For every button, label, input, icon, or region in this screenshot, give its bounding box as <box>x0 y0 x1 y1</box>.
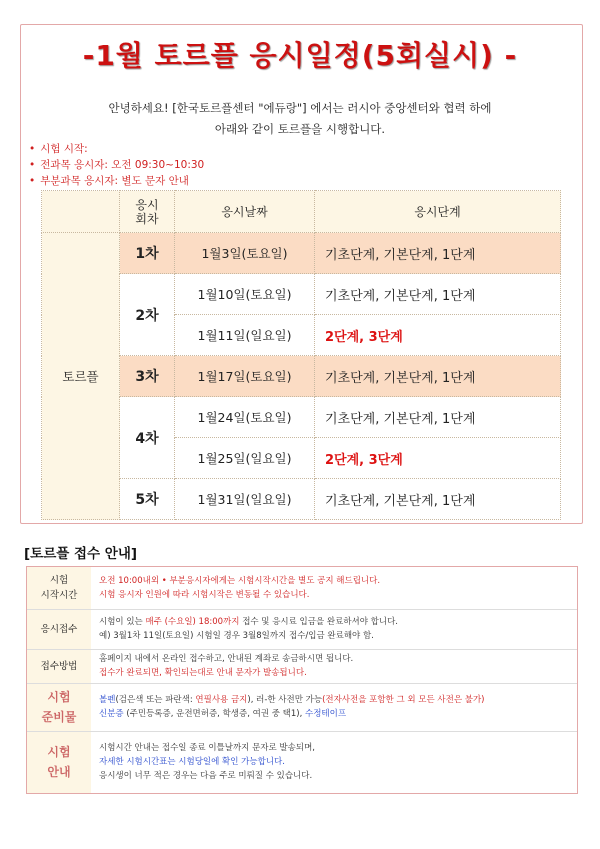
table-row <box>42 479 561 520</box>
round-cell: 2차 <box>120 274 175 356</box>
round-cell: 5차 <box>120 479 175 520</box>
page-title: -1월 토르플 응시일정(5회실시) - <box>82 39 518 72</box>
reg-value: 시험이 있는 매주 (수요일) 18:00까지 접수 및 응시료 입금을 완료하셔야 합니다. 예) 3월1차 11일(토요일) 시험일 경우 3월8일까지 접수/입금 완료해야 함. <box>91 609 577 649</box>
exam-time-notes <box>29 141 204 189</box>
registration-box <box>26 566 578 794</box>
reg-label: 시험 시작시간 <box>27 567 91 609</box>
stage-cell: 기초단계, 기본단계, 1단계 <box>315 397 561 438</box>
round-cell: 1차 <box>120 233 175 274</box>
date-cell: 1월17일(토요일) <box>175 356 315 397</box>
reg-label: 접수방법 <box>27 649 91 683</box>
reg-value: 시험시간 안내는 접수일 종료 이틀날까지 문자로 발송되며, 자세한 시험시간표는 시험당일에 확인 가능합니다. 응시생이 너무 적은 경우는 다음 주로 미뤄질 수 있습니다. <box>99 743 315 782</box>
reg-value: 볼펜(검은색 또는 파란색: 연필사용 금지), 러-한 사전만 가능(전자사전을 포함한 그 외 모든 사전은 불가) 신분증 (주민등록증, 운전면허증, 학생증, 여권 중 택1), 수정테이프 <box>91 683 577 731</box>
header-round: 응시 회차 <box>120 191 175 233</box>
date-cell: 1월3일(토요일) <box>175 233 315 274</box>
reg-label: 시험 준비물 <box>27 683 91 731</box>
date-cell: 1월10일(토요일) <box>175 274 315 315</box>
stage-cell: 기초단계, 기본단계, 1단계 <box>315 356 561 397</box>
table-row <box>42 233 561 274</box>
header-date: 응시날짜 <box>175 191 315 233</box>
round-cell: 3차 <box>120 356 175 397</box>
header-stage: 응시단계 <box>315 191 561 233</box>
table-row <box>42 397 561 438</box>
table-header-row <box>42 191 561 233</box>
schedule-table <box>41 190 561 520</box>
table-row <box>42 274 561 315</box>
reg-value: 오전 10:00내외 • 부분응시자에게는 시험시작시간을 별도 공지 해드립니다. 시험 응시자 인원에 따라 시험시작은 변동될 수 있습니다. <box>91 567 577 609</box>
reg-row-notice <box>27 731 577 793</box>
registration-table <box>27 567 577 793</box>
round-cell: 4차 <box>120 397 175 479</box>
stage-cell: 2단계, 3단계 <box>315 315 561 356</box>
intro-line-2: 아래와 같이 토르플을 시행합니다. <box>214 122 386 136</box>
intro-line-1: 안녕하세요! [한국토르플센터 "에듀랑"] 에서는 러시아 중앙센터와 협력 하에 <box>108 101 492 115</box>
table-row <box>42 356 561 397</box>
date-cell: 1월24일(토요일) <box>175 397 315 438</box>
bullet-item: • 시험 시작: <box>29 141 204 157</box>
exam-name: 토르플 <box>42 233 120 520</box>
reg-row-prep <box>27 683 577 731</box>
reg-label: 시험 안내 <box>27 731 91 793</box>
reg-value: 홈페이지 내에서 온라인 접수하고, 안내된 계좌로 송금하시면 됩니다. 접수가 완료되면, 확인되는대로 안내 문자가 발송됩니다. <box>91 649 577 683</box>
stage-cell: 2단계, 3단계 <box>315 438 561 479</box>
date-cell: 1월25일(일요일) <box>175 438 315 479</box>
reg-row-apply <box>27 609 577 649</box>
registration-title: [토르플 접수 안내] <box>24 546 138 562</box>
date-cell: 1월11일(일요일) <box>175 315 315 356</box>
bullet-item: • 전과목 응시자: 오전 09:30~10:30 <box>29 157 204 173</box>
reg-row-method <box>27 649 577 683</box>
stage-cell: 기초단계, 기본단계, 1단계 <box>315 233 561 274</box>
reg-row-start <box>27 567 577 609</box>
reg-label: 응시접수 <box>27 609 91 649</box>
date-cell: 1월31일(일요일) <box>175 479 315 520</box>
header-blank <box>42 191 120 233</box>
bullet-item: • 부분과목 응시자: 별도 문자 안내 <box>29 173 204 189</box>
stage-cell: 기초단계, 기본단계, 1단계 <box>315 479 561 520</box>
stage-cell: 기초단계, 기본단계, 1단계 <box>315 274 561 315</box>
